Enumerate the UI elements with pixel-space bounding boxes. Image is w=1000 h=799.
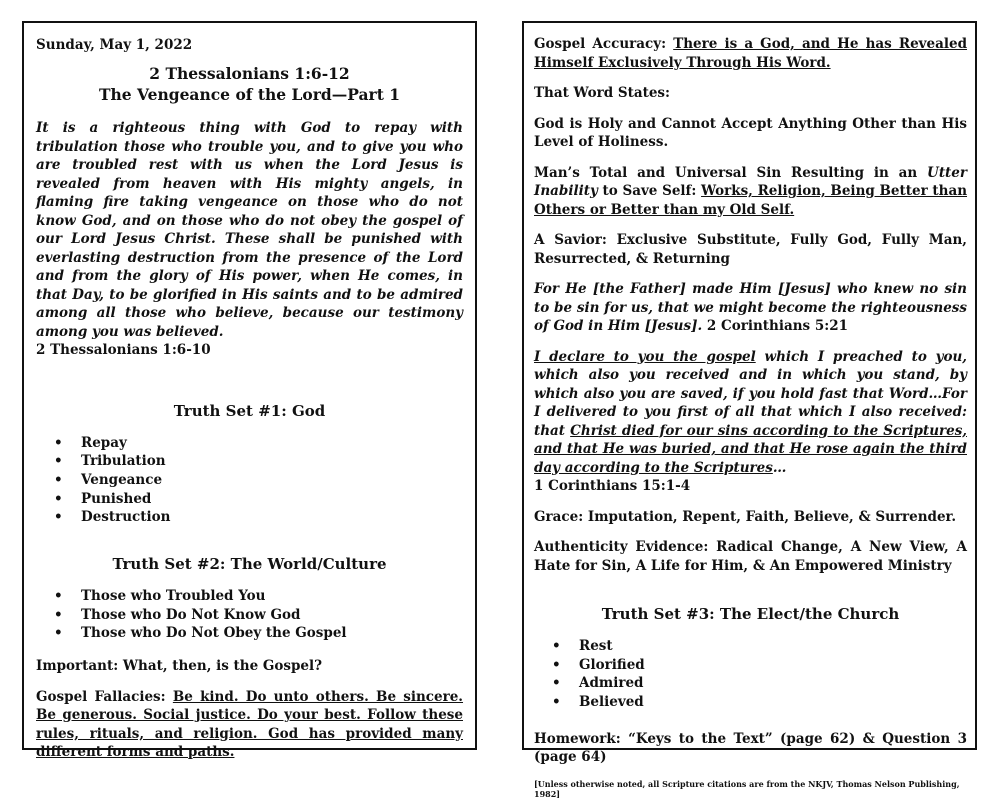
truth-set-2-heading: Truth Set #2: The World/Culture (112, 555, 387, 574)
list-item: • Glorified (552, 656, 645, 673)
list-item: • Vengeance (54, 471, 163, 488)
homework: Homework: “Keys to the Text” (page 62) & Question 3 (page 64) (534, 730, 967, 766)
accuracy-text: There is a God, and He has Revealed Himself Exclusively Through His Word. (534, 36, 968, 71)
god-holy-point: God is Holy and Cannot Accept Anything Other than His Level of Holiness. (534, 115, 967, 150)
list-item: • Admired (552, 675, 644, 692)
word-states-heading: That Word States: (534, 85, 671, 101)
truth-set-2-list (36, 587, 463, 643)
bullet-icon: • (54, 606, 63, 623)
title-name: The Vengeance of the Lord—Part 1 (98, 85, 401, 104)
savior-point: A Savior: Exclusive Substitute, Fully God, Fully Man, Resurrected, & Returning (534, 232, 967, 267)
bullet-icon: • (552, 675, 561, 692)
list-item: • Those who Troubled You (54, 588, 266, 605)
sermon-title (36, 63, 463, 105)
right-page (522, 21, 977, 799)
fallacies-text: Be kind. Do unto others. Be sincere. Be generous. Social justice. Do your best. Follow these rules, rituals, and religion. God has provided many different forms and paths. (36, 688, 464, 761)
scripture-passage: It is a righteous thing with God to repay with tribulation those who trouble you, and to give you who are troubled rest with us when the Lord Jesus is revealed from heaven with His mighty angels, in flaming fire taking vengeance on those who do not know God, and on those who do not obey the gospel of our Lord Jesus Christ. These shall be punished with everlasting destruction from the presence of the Lord and from the glory of His power, when He comes, in that Day, to be glorified in His saints and to be admired among all those who believe, because our testimony among you was believed. (36, 120, 463, 340)
list-item: • Punished (54, 490, 152, 507)
grace-point: Grace: Imputation, Repent, Faith, Believe, & Surrender. (534, 508, 957, 525)
bullet-icon: • (54, 453, 63, 470)
bullet-icon: • (54, 471, 63, 488)
list-item: • Those who Do Not Know God (54, 606, 301, 623)
bullet-icon: • (54, 490, 63, 507)
list-item: • Repay (54, 434, 127, 451)
bullet-icon: • (54, 434, 63, 451)
important-question: Important: What, then, is the Gospel? (36, 658, 323, 675)
list-item: • Rest (552, 638, 613, 654)
bullet-icon: • (552, 638, 561, 654)
truth-set-3-list (534, 637, 967, 712)
gospel-fallacies (36, 688, 463, 762)
bullet-icon: • (552, 656, 561, 673)
title-reference: 2 Thessalonians 1:6-12 (149, 64, 350, 83)
truth-set-1-heading: Truth Set #1: God (173, 401, 326, 420)
gospel-accuracy (534, 35, 967, 72)
list-item: • Tribulation (54, 453, 166, 470)
accuracy-label: Gospel Accuracy: (534, 36, 674, 52)
citation-note: [Unless otherwise noted, all Scripture citations are from the NKJV, Thomas Nelson Publishing, 1982] (534, 778, 960, 799)
list-item: • Believed (552, 694, 644, 711)
truth-set-1-list (36, 434, 463, 528)
bullet-icon: • (552, 694, 561, 711)
fallacies-label: Gospel Fallacies: (36, 688, 173, 705)
man-sin-point: Man’s Total and Universal Sin Resulting in an Utter Inability to Save Self: Works, Religion, Being Better than Others or Better than my Old Self. (534, 164, 968, 218)
left-page (22, 21, 477, 761)
list-item: • Destruction (54, 509, 171, 526)
service-date: Sunday, May 1, 2022 (36, 37, 193, 53)
corinthians-15-ref: 1 Corinthians 15:1-4 (534, 478, 691, 494)
list-item: • Those who Do Not Obey the Gospel (54, 625, 347, 642)
corinthians-5-ref: 2 Corinthians 5:21 (702, 318, 848, 334)
truth-set-3-heading: Truth Set #3: The Elect/the Church (601, 605, 900, 623)
scripture-reference: 2 Thessalonians 1:6-10 (36, 342, 211, 358)
corinthians-15-quote: I declare to you the gospel which I preached to you, which also you received and in which you stand, by which also you are saved, if you hold fast that Word…For I delivered to you first of all that which I also received: that Christ died for our sins according to the Scriptures, and that He was buried, and that He rose again the third day according to the Scriptures… (534, 348, 968, 476)
bullet-icon: • (54, 588, 63, 605)
authenticity-point: Authenticity Evidence: Radical Change, A New View, A Hate for Sin, A Life for Him, & An Empowered Ministry (534, 539, 967, 574)
bullet-icon: • (54, 509, 63, 526)
corinthians-5-quote: For He [the Father] made Him [Jesus] who knew no sin to be sin for us, that we might become the righteousness of God in Him [Jesus]. 2 Corinthians 5:21 (534, 281, 967, 334)
bullet-icon: • (54, 625, 63, 642)
